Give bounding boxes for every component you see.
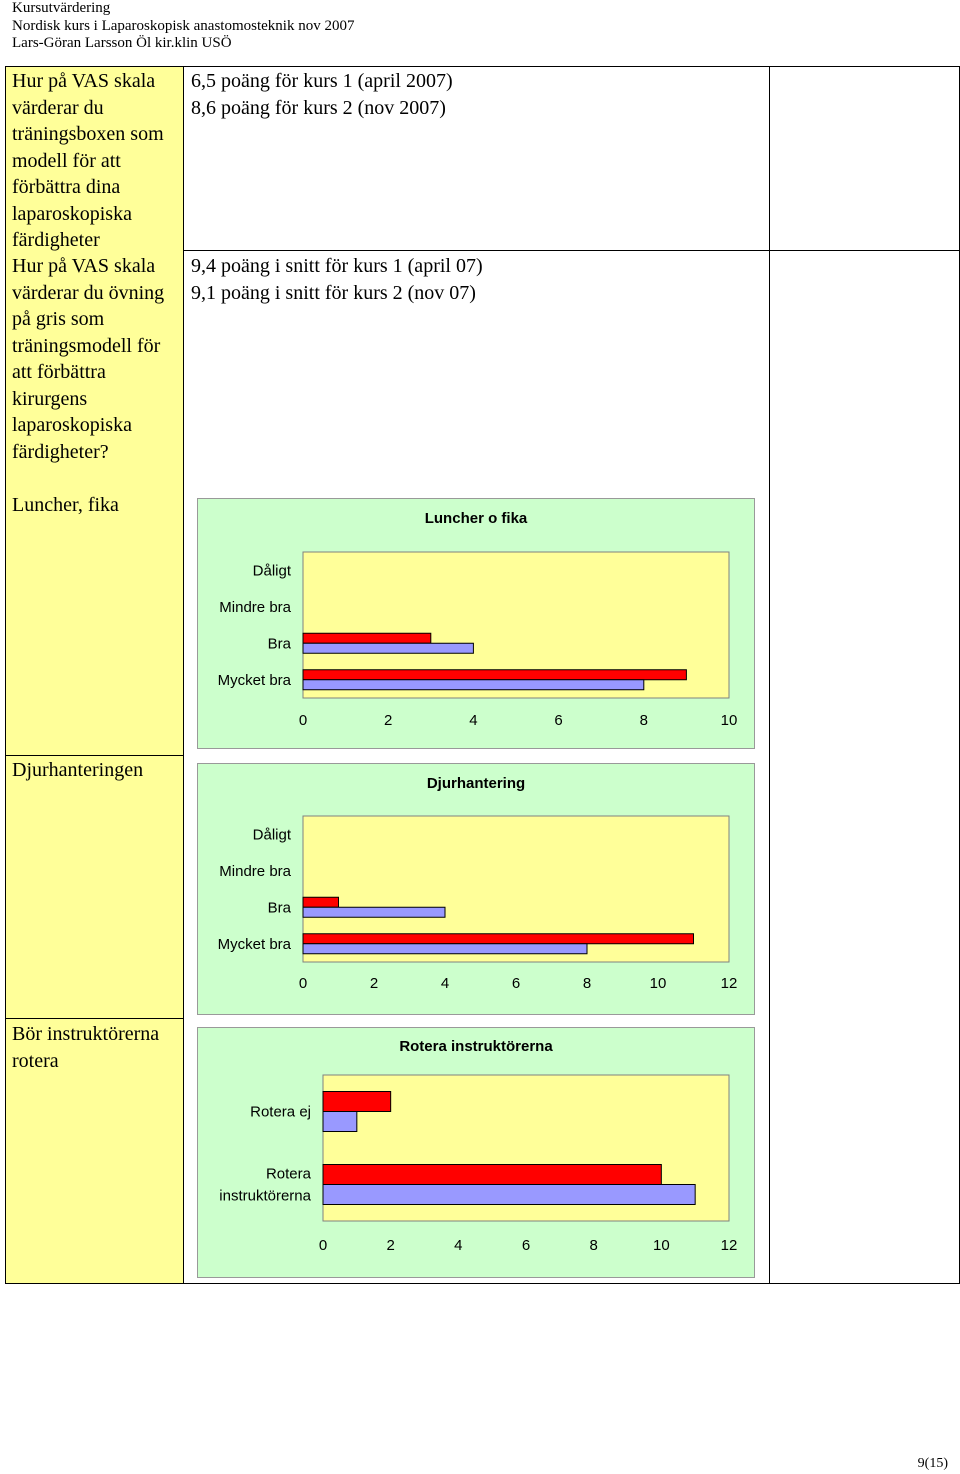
tick-label: 2 (369, 975, 379, 992)
answer-pig (191, 253, 483, 306)
answer-trainingbox-course2: 8,6 poäng för kurs 2 (nov 2007) (191, 96, 446, 119)
tick-label: 0 (298, 975, 308, 992)
chart-animal-handling (197, 763, 755, 1015)
page-number: 9(15) (917, 1456, 948, 1471)
chart-animal-handling-svg (198, 764, 754, 1014)
tick-label: 10 (652, 1237, 670, 1254)
tick-label: 4 (454, 1237, 463, 1254)
answer-trainingbox-course1: 6,5 poäng för kurs 1 (april 2007) (191, 70, 453, 92)
category-label: Mindre bra (219, 598, 291, 616)
tick-label: 6 (521, 1237, 531, 1254)
tick-label: 4 (469, 712, 478, 729)
answer-trainingbox (191, 68, 453, 121)
category-label: Bra (267, 635, 291, 653)
category-label: instruktörerna (219, 1187, 311, 1205)
answer-pig-course1: 9,4 poäng i snitt för kurs 1 (april 07) (191, 255, 483, 277)
category-label: Rotera (265, 1165, 311, 1183)
tick-label: 6 (554, 712, 563, 729)
tick-label: 10 (720, 712, 738, 729)
document-header (12, 0, 354, 53)
bar-series2 (323, 1112, 357, 1132)
question-trainingbox: Hur på VAS skala värderar du träningsboxen som modell för att förbättra dina laparoskopiska färdigheter (12, 70, 164, 251)
category-label: Dåligt (252, 562, 291, 580)
chart-lunch (197, 498, 755, 749)
bar-series2 (303, 643, 473, 653)
category-label: Bra (267, 899, 291, 917)
bar-series2 (323, 1185, 695, 1205)
chart-lunch-svg (198, 499, 754, 748)
tick-label: 2 (386, 1237, 395, 1254)
tick-label: 8 (639, 712, 648, 729)
tick-label: 6 (511, 975, 521, 992)
chart-title: Luncher o fika (424, 510, 528, 527)
bar-series1 (323, 1092, 391, 1112)
bar-series2 (303, 944, 587, 954)
tick-label: 12 (720, 1237, 738, 1254)
bar-series2 (303, 907, 445, 917)
question-rotate-instructors: Bör instruktörerna rotera (12, 1023, 160, 1072)
question-lunch: Luncher, fika (12, 494, 119, 516)
bar-series1 (323, 1165, 661, 1185)
bar-series1 (303, 633, 431, 643)
bar-series1 (303, 934, 694, 944)
chart-rotate-instructors (197, 1027, 755, 1278)
question-animal-handling: Djurhanteringen (12, 759, 144, 781)
header-course: Nordisk kurs i Laparoskopisk anastomosteknik nov 2007 (12, 17, 355, 34)
bar-series2 (303, 680, 644, 690)
category-label: Dåligt (252, 826, 291, 844)
tick-label: 4 (440, 975, 450, 992)
tick-label: 0 (298, 712, 308, 729)
category-label: Mycket bra (217, 935, 291, 953)
chart-title: Djurhantering (426, 775, 526, 792)
header-title: Kursutvärdering (12, 0, 111, 16)
tick-label: 0 (318, 1237, 328, 1254)
tick-label: 10 (649, 975, 667, 992)
bar-series1 (303, 897, 339, 907)
header-author: Lars-Göran Larsson Öl kir.klin USÖ (12, 35, 232, 51)
category-label: Mycket bra (217, 671, 291, 689)
answer-pig-course2: 9,1 poäng i snitt för kurs 2 (nov 07) (191, 281, 476, 304)
tick-label: 8 (582, 975, 592, 992)
category-label: Mindre bra (219, 862, 291, 880)
chart-title: Rotera instruktörerna (399, 1038, 553, 1055)
chart-rotate-instructors-svg (198, 1028, 754, 1277)
tick-label: 12 (720, 975, 738, 992)
bar-series1 (303, 670, 686, 680)
category-label: Rotera ej (250, 1103, 311, 1121)
question-pig: Hur på VAS skala värderar du övning på gris som träningsmodell för att förbättra kirurgens laparoskopiska färdigheter? (12, 255, 165, 463)
tick-label: 2 (384, 712, 393, 729)
tick-label: 8 (589, 1237, 598, 1254)
